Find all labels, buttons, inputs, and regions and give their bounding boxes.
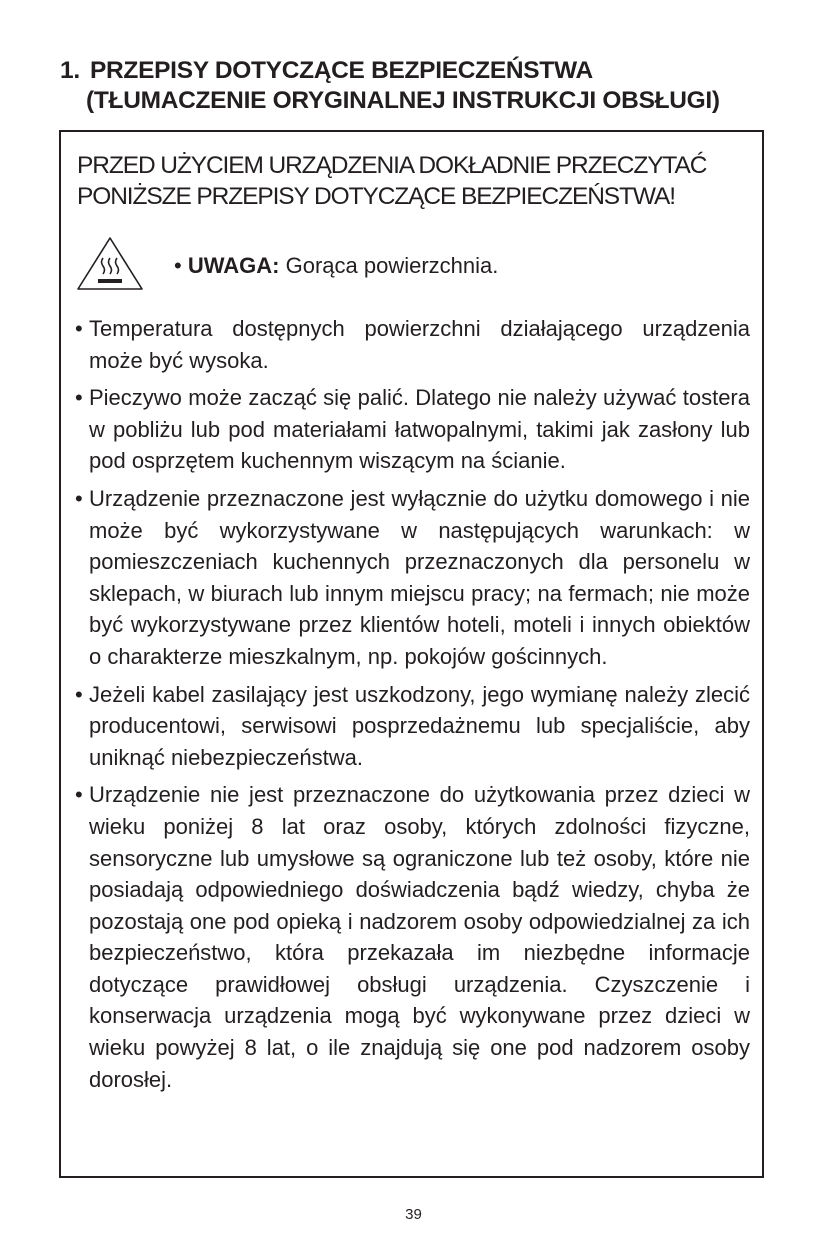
bullet-dot: • bbox=[75, 681, 83, 707]
list-item bbox=[75, 313, 750, 376]
warning-label: UWAGA: bbox=[187, 253, 280, 278]
bullet-dot: • bbox=[75, 316, 83, 341]
section-number: 1. bbox=[60, 57, 80, 84]
safety-rules-list bbox=[75, 313, 750, 1101]
list-item-text: Temperatura dostępnych powierzchni działającego urządzenia może być wysoka. bbox=[89, 316, 750, 373]
list-item-text: Urządzenie nie jest przeznaczone do użytkowania przez dzieci w wieku poniżej 8 lat oraz osoby, których zdolności fizyczne, sensoryczne lub umysłowe są ograniczone lub też osoby, które nie posiadają odpowiedniego doświadczenia bądź wiedzy, chyba że pozostają one pod opieką i nadzorem osoby odpowiedzialnej za ich bezpieczeństwo, która przekazała im niezbędne informacje dotyczące prawidłowej obsługi urządzenia. Czyszczenie i konserwacja urządzenia mogą być wykonywane przez dzieci w wieku powyżej 8 lat, o ile znajdują się one pod nadzorem osoby dorosłej. bbox=[89, 782, 750, 1092]
list-item bbox=[75, 779, 750, 1095]
section-title: PRZEPISY DOTYCZĄCE BEZPIECZEŃSTWA bbox=[90, 57, 593, 84]
bullet-dot: • bbox=[75, 385, 83, 411]
warning-bullet: • bbox=[174, 253, 182, 278]
section-subtitle: (TŁUMACZENIE ORYGINALNEJ INSTRUKCJI OBSŁUGI) bbox=[86, 87, 720, 114]
list-item bbox=[75, 382, 750, 477]
warning-text bbox=[174, 252, 498, 280]
bullet-dot: • bbox=[75, 485, 83, 511]
hot-surface-warning bbox=[76, 236, 756, 292]
intro-line-1: PRZED UŻYCIEM URZĄDZENIA DOKŁADNIE PRZECZYTAĆ bbox=[77, 152, 707, 179]
intro-warning bbox=[77, 150, 757, 212]
page-number: 39 bbox=[405, 1206, 422, 1223]
list-item-text: Jeżeli kabel zasilający jest uszkodzony, jego wymianę należy zlecić producentowi, serwisowi posprzedażnemu lub specjaliście, aby uniknąć niebezpieczeństwa. bbox=[89, 681, 750, 770]
section-heading bbox=[60, 56, 780, 116]
list-item bbox=[75, 679, 750, 774]
bullet-dot: • bbox=[75, 782, 83, 808]
hot-surface-icon bbox=[76, 236, 144, 292]
warning-description: Gorąca powierzchnia. bbox=[285, 253, 499, 278]
list-item bbox=[75, 483, 750, 673]
list-item-text: Urządzenie przeznaczone jest wyłącznie do użytku domowego i nie może być wykorzystywane w następujących warunkach: w pomieszczeniach kuchennych przeznaczonych dla personelu w sklepach, w biurach lub innym miejscu pracy; na fermach; nie może być wykorzystywane przez klientów hoteli, moteli i innych obiektów o charakterze mieszkalnym, np. pokojów gościnnych. bbox=[89, 485, 750, 669]
section-heading-line1 bbox=[60, 56, 780, 86]
list-item-text: Pieczywo może zacząć się palić. Dlatego nie należy używać tostera w pobliżu lub pod materiałami łatwopalnymi, takimi jak zasłony lub pod osprzętem kuchennym wiszącym na ścianie. bbox=[89, 385, 750, 474]
intro-line-2: PONIŻSZE PRZEPISY DOTYCZĄCE BEZPIECZEŃSTWA! bbox=[77, 183, 675, 210]
